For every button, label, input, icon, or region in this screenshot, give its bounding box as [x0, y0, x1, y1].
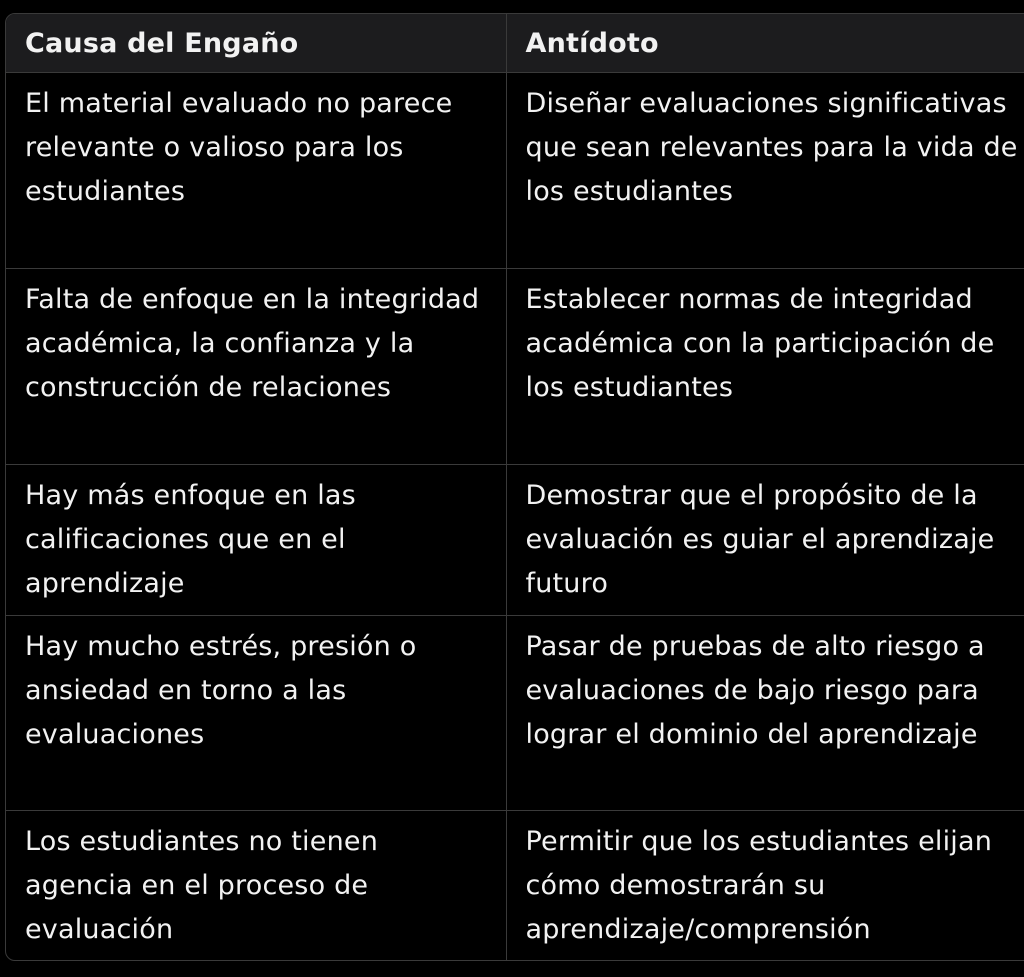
- antidote-cell: Permitir que los estudiantes elijan cómo demostrarán su aprendizaje/comprensión: [525, 825, 993, 945]
- header-antidote: Antídoto: [506, 14, 1024, 72]
- cause-cell: Hay más enfoque en las calificaciones que en el aprendizaje: [6, 464, 506, 615]
- table-row: [6, 268, 1024, 464]
- cause-cell: El material evaluado no parece relevante o valioso para los estudiantes: [6, 72, 506, 268]
- table-row: [6, 464, 1024, 615]
- cause-cell: Falta de enfoque en la integridad académica, la confianza y la construcción de relaciones: [6, 268, 506, 464]
- antidote-cell: Establecer normas de integridad académica con la participación de los estudiantes: [506, 268, 1024, 464]
- cause-cell: Los estudiantes no tienen agencia en el proceso de evaluación: [6, 810, 506, 961]
- cause-cell: Hay mucho estrés, presión o ansiedad en torno a las evaluaciones: [6, 615, 506, 810]
- table-row: [6, 615, 1024, 810]
- table-row: [6, 72, 1024, 268]
- cause-antidote-table: [6, 14, 1024, 961]
- table-container: [5, 13, 1024, 961]
- table-header-row: [6, 14, 1024, 72]
- antidote-cell: Pasar de pruebas de alto riesgo a evaluaciones de bajo riesgo para lograr el dominio del aprendizaje: [506, 615, 1024, 810]
- antidote-cell: Demostrar que el propósito de la evaluación es guiar el aprendizaje futuro: [506, 464, 1024, 615]
- header-cause: Causa del Engaño: [6, 14, 506, 72]
- antidote-cell: Diseñar evaluaciones significativas que sean relevantes para la vida de los estudiantes: [506, 72, 1024, 268]
- table-row: [6, 810, 1024, 961]
